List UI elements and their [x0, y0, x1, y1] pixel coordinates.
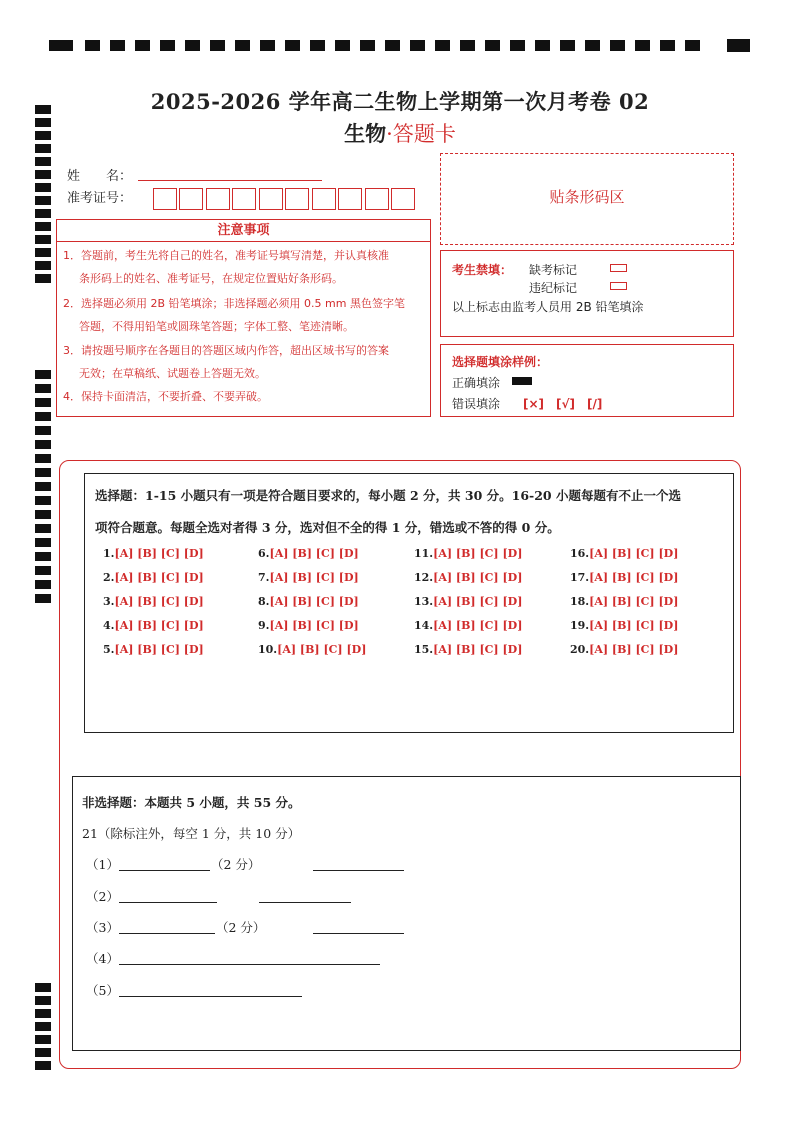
mcq-question[interactable] — [570, 571, 678, 584]
mcq-question[interactable] — [103, 547, 204, 560]
correct-fill-mark — [512, 377, 532, 385]
answer-line[interactable] — [313, 870, 404, 871]
question-number: 16. — [570, 547, 590, 560]
timing-mark — [35, 261, 51, 270]
question-number: 9. — [258, 619, 270, 632]
answer-options[interactable]: [A] [B] [C] [D] — [433, 547, 523, 560]
timing-mark — [385, 40, 400, 51]
notice-title: 注意事项 — [57, 220, 430, 242]
answer-options[interactable]: [A] [B] [C] [D] — [589, 595, 679, 608]
mcq-question[interactable] — [414, 595, 522, 608]
sub-question-5-label: （5） — [86, 983, 119, 998]
timing-mark — [35, 482, 51, 491]
answer-options[interactable]: [A] [B] [C] [D] — [433, 595, 523, 608]
question-number: 4. — [103, 619, 115, 632]
exam-title: 2025-2026 学年高二生物上学期第一次月考卷 02 — [150, 89, 650, 114]
notice-item: 4．保持卡面清洁，不要折叠、不要弄破。 — [63, 390, 268, 403]
wrong-fill-marks: [×] [√] [/] — [523, 397, 603, 411]
mcq-question[interactable] — [570, 643, 678, 656]
answer-options[interactable]: [A] [B] [C] [D] — [114, 643, 204, 656]
sub-question-4-label: （4） — [86, 951, 119, 966]
absent-label: 缺考标记 — [529, 263, 578, 277]
timing-mark — [35, 983, 51, 992]
timing-mark — [185, 40, 200, 51]
timing-mark — [35, 398, 51, 407]
name-label: 姓 名： — [67, 169, 133, 184]
answer-options[interactable]: [A] [B] [C] [D] — [114, 619, 204, 632]
timing-mark — [35, 1009, 51, 1018]
answer-options[interactable]: [A] [B] [C] [D] — [269, 595, 359, 608]
timing-mark — [235, 40, 250, 51]
correct-fill-label: 正确填涂 — [452, 376, 501, 390]
answer-options[interactable]: [A] [B] [C] [D] — [269, 619, 359, 632]
mcq-question[interactable] — [103, 619, 204, 632]
fill-example-title: 选择题填涂样例： — [452, 355, 549, 369]
mcq-question[interactable] — [103, 571, 204, 584]
answer-options[interactable]: [A] [B] [C] [D] — [589, 643, 679, 656]
timing-mark — [35, 580, 51, 589]
timing-mark — [160, 40, 175, 51]
mcq-question[interactable] — [414, 547, 522, 560]
notice-item: 无效；在草稿纸、试题卷上答题无效。 — [79, 367, 266, 380]
notice-item: 答题，不得用铅笔或圆珠笔答题；字体工整、笔迹清晰。 — [79, 320, 354, 333]
timing-mark — [260, 40, 275, 51]
status-label: 考生禁填： — [452, 263, 513, 277]
timing-mark — [35, 1022, 51, 1031]
id-digit-box[interactable] — [365, 188, 389, 210]
timing-mark — [660, 40, 675, 51]
timing-mark — [35, 1035, 51, 1044]
timing-mark — [35, 496, 51, 505]
mcq-question[interactable] — [258, 571, 359, 584]
answer-options[interactable]: [A] [B] [C] [D] — [269, 571, 359, 584]
answer-options[interactable]: [A] [B] [C] [D] — [433, 571, 523, 584]
timing-mark — [435, 40, 450, 51]
mcq-question[interactable] — [570, 595, 678, 608]
timing-mark — [35, 183, 51, 192]
answer-options[interactable]: [A] [B] [C] [D] — [114, 547, 204, 560]
timing-mark — [610, 40, 625, 51]
mcq-instructions-line: 选择题：1-15 小题只有一项是符合题目要求的，每小题 2 分，共 30 分。16-20 小题每题有不止一个选 — [95, 488, 681, 503]
timing-mark — [35, 1061, 51, 1070]
timing-mark — [135, 40, 150, 51]
question-number: 19. — [570, 619, 590, 632]
fill-example-box — [440, 344, 734, 417]
answer-options[interactable]: [A] [B] [C] [D] — [433, 619, 523, 632]
mcq-question[interactable] — [103, 643, 204, 656]
wrong-fill-label: 错误填涂 — [452, 397, 501, 411]
id-digit-box[interactable] — [153, 188, 177, 210]
timing-mark — [35, 426, 51, 435]
mcq-question[interactable] — [414, 571, 522, 584]
answer-options[interactable]: [A] [B] [C] [D] — [589, 619, 679, 632]
timing-mark — [35, 196, 51, 205]
answer-options[interactable]: [A] [B] [C] [D] — [589, 547, 679, 560]
mcq-question[interactable] — [258, 619, 359, 632]
timing-mark — [35, 566, 51, 575]
exam-subtitle — [0, 118, 800, 148]
timing-mark — [35, 209, 51, 218]
mcq-question[interactable] — [258, 547, 359, 560]
timing-mark — [35, 510, 51, 519]
timing-mark — [335, 40, 350, 51]
timing-mark — [685, 40, 700, 51]
timing-mark — [49, 40, 73, 51]
timing-mark — [35, 170, 51, 179]
question-number: 1. — [103, 547, 115, 560]
mcq-question[interactable] — [570, 547, 678, 560]
notice-item: 2．选择题必须用 2B 铅笔填涂；非选择题必须用 0.5 mm 黑色签字笔 — [63, 297, 405, 310]
id-label: 准考证号： — [67, 191, 133, 206]
timing-mark — [85, 40, 100, 51]
timing-mark — [35, 454, 51, 463]
timing-mark — [510, 40, 525, 51]
answer-options[interactable]: [A] [B] [C] [D] — [433, 643, 523, 656]
answer-line[interactable] — [313, 933, 404, 934]
timing-mark — [35, 235, 51, 244]
timing-mark — [35, 412, 51, 421]
timing-mark — [35, 524, 51, 533]
sub-question-3-label: （3） — [86, 920, 119, 935]
mcq-question[interactable] — [570, 619, 678, 632]
barcode-label: 贴条形码区 — [549, 188, 625, 206]
question-number: 11. — [414, 547, 434, 560]
timing-mark — [210, 40, 225, 51]
mcq-question[interactable] — [258, 595, 359, 608]
timing-mark — [727, 39, 750, 52]
notice-item: 3．请按题号顺序在各题目的答题区域内作答，超出区域书写的答案 — [63, 344, 389, 357]
timing-mark — [360, 40, 375, 51]
question-number: 17. — [570, 571, 590, 584]
mcq-section — [84, 473, 734, 733]
timing-mark — [585, 40, 600, 51]
non-mcq-section — [72, 776, 741, 1051]
timing-mark — [35, 538, 51, 547]
timing-mark — [35, 370, 51, 379]
answer-line[interactable] — [119, 933, 215, 934]
id-digit-box[interactable] — [259, 188, 283, 210]
question-number: 5. — [103, 643, 115, 656]
timing-mark — [35, 594, 51, 603]
question-number: 8. — [258, 595, 270, 608]
violation-checkbox[interactable] — [610, 282, 627, 290]
subject-name: 生物 — [344, 121, 387, 146]
timing-mark — [35, 274, 51, 283]
timing-mark — [635, 40, 650, 51]
timing-mark — [285, 40, 300, 51]
notice-box — [56, 219, 431, 417]
id-digit-box[interactable] — [312, 188, 336, 210]
answer-line[interactable] — [119, 964, 380, 965]
timing-mark — [35, 157, 51, 166]
timing-mark — [485, 40, 500, 51]
question-number: 2. — [103, 571, 115, 584]
question-number: 18. — [570, 595, 590, 608]
timing-mark — [35, 996, 51, 1005]
answer-line[interactable] — [259, 902, 351, 903]
answer-options[interactable]: [A] [B] [C] [D] — [114, 595, 204, 608]
sub-question-1-label: （1） — [86, 857, 119, 872]
timing-mark — [535, 40, 550, 51]
timing-mark — [460, 40, 475, 51]
timing-mark — [410, 40, 425, 51]
sub-question-1-points: （2 分） — [211, 857, 261, 872]
question-number: 7. — [258, 571, 270, 584]
timing-mark — [35, 440, 51, 449]
mcq-question[interactable] — [414, 643, 522, 656]
sub-question-2-label: （2） — [86, 889, 119, 904]
timing-mark — [35, 468, 51, 477]
mcq-question[interactable] — [414, 619, 522, 632]
timing-mark — [310, 40, 325, 51]
timing-mark — [110, 40, 125, 51]
answer-options[interactable]: [A] [B] [C] [D] — [277, 643, 367, 656]
question-number: 3. — [103, 595, 115, 608]
question-number: 15. — [414, 643, 434, 656]
id-digit-box[interactable] — [179, 188, 203, 210]
exam-status-box — [440, 250, 734, 337]
id-digit-box[interactable] — [391, 188, 415, 210]
mcq-question[interactable] — [103, 595, 204, 608]
sub-question-3-points: （2 分） — [216, 920, 266, 935]
timing-mark — [35, 248, 51, 257]
answer-options[interactable]: [A] [B] [C] [D] — [589, 571, 679, 584]
question-21-header: 21（除标注外，每空 1 分，共 10 分） — [82, 826, 301, 841]
notice-item: 1．答题前，考生先将自己的姓名，准考证号填写清楚，并认真核准 — [63, 249, 389, 262]
violation-label: 违纪标记 — [529, 281, 578, 295]
question-number: 20. — [570, 643, 590, 656]
notice-item: 条形码上的姓名、准考证号，在规定位置贴好条形码。 — [79, 272, 343, 285]
question-number: 12. — [414, 571, 434, 584]
answer-options[interactable]: [A] [B] [C] [D] — [114, 571, 204, 584]
answer-line[interactable] — [119, 870, 210, 871]
absent-checkbox[interactable] — [610, 264, 627, 272]
question-number: 10. — [258, 643, 278, 656]
timing-mark — [35, 222, 51, 231]
answer-line[interactable] — [119, 902, 217, 903]
timing-mark — [35, 1048, 51, 1057]
barcode-area — [440, 153, 734, 245]
answer-line[interactable] — [119, 996, 302, 997]
timing-mark — [35, 552, 51, 561]
name-input-line[interactable] — [138, 180, 322, 181]
non-mcq-title: 非选择题：本题共 5 小题，共 55 分。 — [82, 795, 301, 810]
answer-options[interactable]: [A] [B] [C] [D] — [269, 547, 359, 560]
question-number: 13. — [414, 595, 434, 608]
timing-mark — [560, 40, 575, 51]
question-number: 6. — [258, 547, 270, 560]
status-note: 以上标志由监考人员用 2B 铅笔填涂 — [452, 300, 644, 314]
sheet-type: ·答题卡 — [386, 122, 456, 146]
question-number: 14. — [414, 619, 434, 632]
id-digit-box[interactable] — [285, 188, 309, 210]
mcq-instructions-line: 项符合题意。每题全选对者得 3 分，选对但不全的得 1 分，错选或不答的得 0 分。 — [95, 520, 560, 535]
id-digit-box[interactable] — [338, 188, 362, 210]
id-digit-box[interactable] — [206, 188, 230, 210]
mcq-instructions — [95, 480, 723, 544]
timing-mark — [35, 384, 51, 393]
mcq-question[interactable] — [258, 643, 366, 656]
id-digit-box[interactable] — [232, 188, 256, 210]
